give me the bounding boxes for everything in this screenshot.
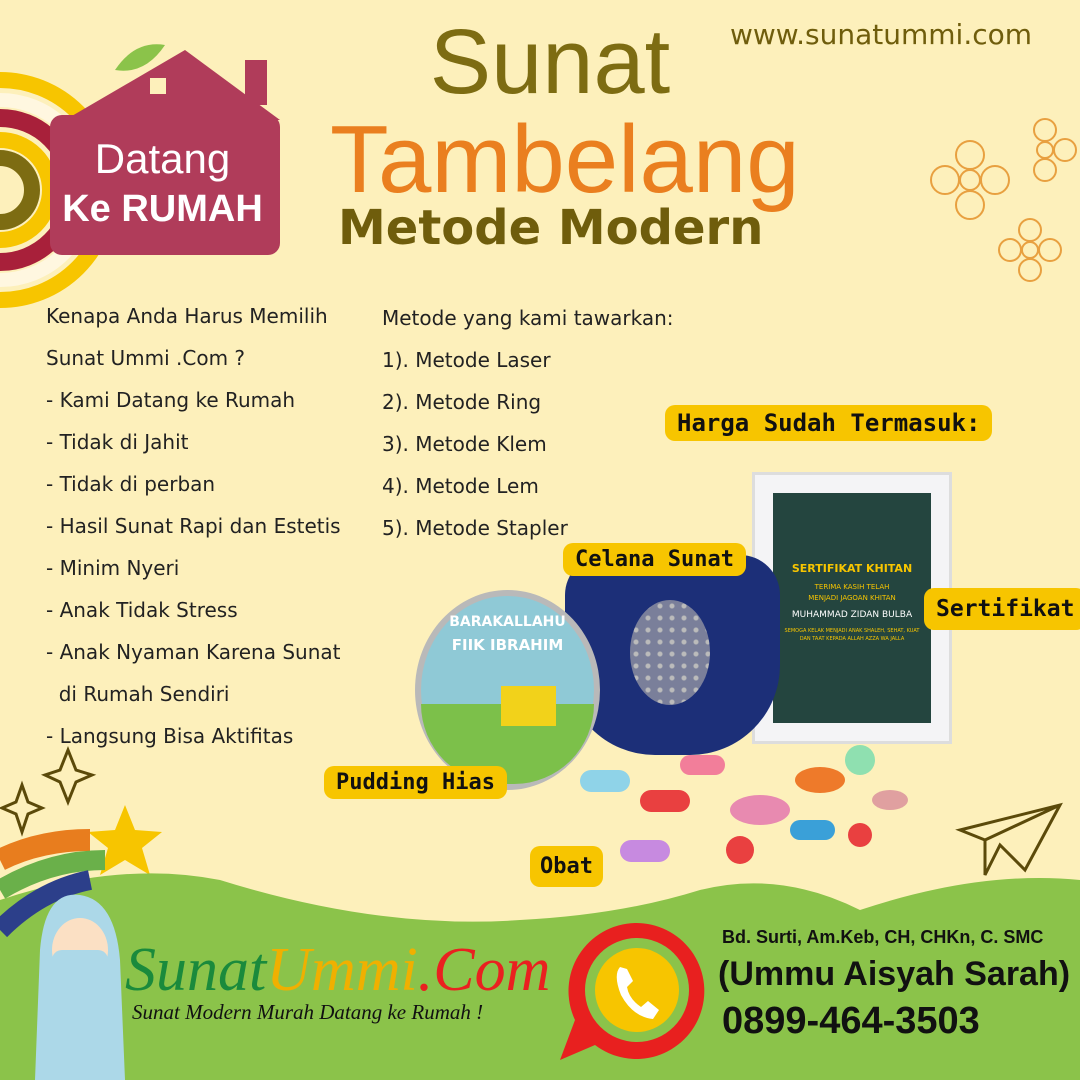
list-item: - Langsung Bisa Aktifitas (46, 724, 294, 748)
title-subtitle: Metode Modern (338, 200, 764, 256)
brand-part: .Com (417, 936, 551, 1004)
label-celana-sunat: Celana Sunat (563, 543, 746, 576)
title-location: Tambelang (330, 106, 800, 213)
celana-sunat-image (565, 555, 780, 755)
nurse-illustration (25, 890, 135, 1080)
list-item: - Anak Nyaman Karena Sunat (46, 640, 341, 664)
includes-heading: Harga Sudah Termasuk: (665, 405, 992, 441)
list-item: - Minim Nyeri (46, 556, 180, 580)
pudding-text: FIIK IBRAHIM (451, 636, 564, 654)
methods-heading: Metode yang kami tawarkan: (382, 306, 674, 330)
certificate-name: MUHAMMAD ZIDAN BULBA (791, 610, 913, 620)
flower-decoration-icon (920, 110, 1080, 290)
brand-logo (125, 935, 550, 1006)
brand-part: Ummi (266, 936, 418, 1004)
certificate-text: MENJADI JAGOAN KHITAN (808, 594, 896, 602)
list-item: 2). Metode Ring (382, 390, 542, 414)
certificate-text: SEMOGA KELAK MENJADI ANAK SHALEH, SEHAT, KUAT DAN TAAT KEPADA ALLAH AZZA WA JALLA (784, 628, 920, 642)
list-item: di Rumah Sendiri (46, 682, 230, 706)
list-item: 1). Metode Laser (382, 348, 551, 372)
list-item: - Tidak di perban (46, 472, 216, 496)
certificate-text: TERIMA KASIH TELAH (814, 583, 890, 591)
reasons-heading: Sunat Ummi .Com ? (46, 346, 246, 370)
list-item: - Tidak di Jahit (46, 430, 189, 454)
label-obat: Obat (530, 846, 603, 887)
methods-list (382, 297, 674, 549)
contact-name: (Ummu Aisyah Sarah) (718, 955, 1071, 993)
pudding-text: BARAKALLAHU (449, 614, 566, 630)
list-item: 3). Metode Klem (382, 432, 547, 456)
phone-number[interactable]: 0899-464-3503 (722, 1000, 980, 1042)
brand-part: Sunat (125, 936, 267, 1004)
website-link[interactable]: www.sunatummi.com (730, 18, 1033, 51)
label-sertifikat: Sertifikat (924, 588, 1080, 630)
protector-shield (630, 600, 710, 705)
reasons-heading: Kenapa Anda Harus Memilih (46, 304, 328, 328)
brand-tagline: Sunat Modern Murah Datang ke Rumah ! (132, 1000, 484, 1024)
certificate (773, 493, 931, 723)
credentials: Bd. Surti, Am.Keb, CH, CHKn, C. SMC (722, 927, 1044, 947)
list-item: 4). Metode Lem (382, 474, 539, 498)
list-item: 5). Metode Stapler (382, 516, 568, 540)
certificate-frame (752, 472, 952, 744)
list-item: - Kami Datang ke Rumah (46, 388, 296, 412)
list-item: - Anak Tidak Stress (46, 598, 238, 622)
title-sunat: Sunat (429, 11, 671, 113)
badge-line1: Datang (94, 135, 231, 182)
excavator-icon (501, 686, 556, 726)
whatsapp-icon[interactable] (555, 915, 715, 1070)
reasons-list (46, 295, 341, 757)
badge-line2: Ke RUMAH (62, 188, 263, 230)
list-item: - Hasil Sunat Rapi dan Estetis (46, 514, 341, 538)
label-pudding-hias: Pudding Hias (324, 766, 507, 799)
certificate-title: SERTIFIKAT KHITAN (791, 562, 913, 575)
